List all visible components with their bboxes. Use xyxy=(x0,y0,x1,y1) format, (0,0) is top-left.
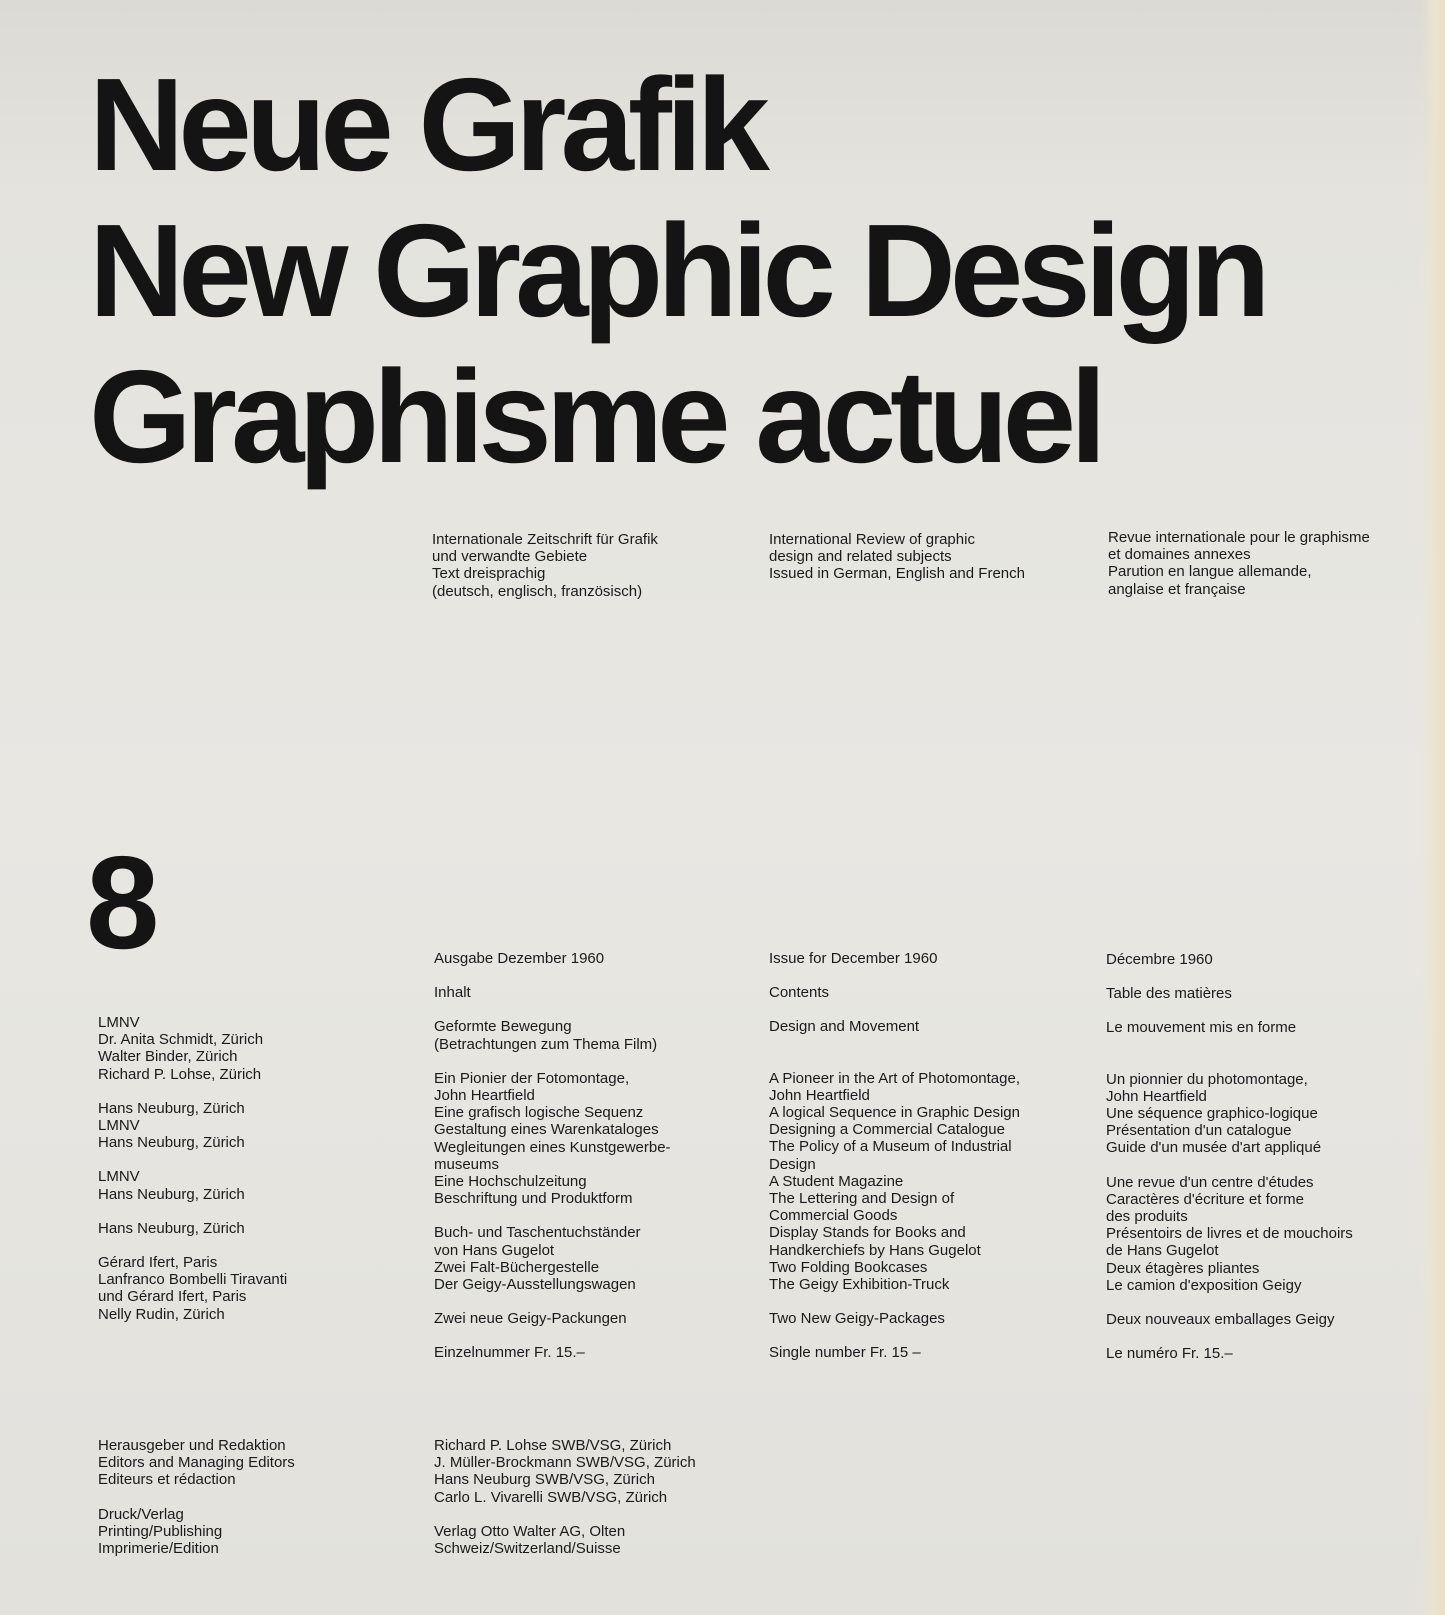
editors-label: Editors and Managing Editors xyxy=(98,1454,295,1472)
contents-item: Zwei neue Geigy-Packungen xyxy=(434,1310,627,1328)
editors-label: Herausgeber und Redaktion xyxy=(98,1437,286,1454)
contents-item: Handkerchiefs by Hans Gugelot xyxy=(769,1241,981,1259)
contents-item: Un pionnier du photomontage, xyxy=(1106,1070,1308,1088)
contents-item: Wegleitungen eines Kunstgewerbe- xyxy=(434,1138,671,1156)
contents-item: Guide d'un musée d'art appliqué xyxy=(1106,1139,1322,1157)
contents-item: The Geigy Exhibition-Truck xyxy=(769,1276,950,1294)
contents-item: Caractères d'écriture et forme xyxy=(1106,1190,1304,1208)
contents-item: Eine Hochschulzeitung xyxy=(434,1173,587,1191)
contents-item: Geformte Bewegung xyxy=(434,1018,572,1036)
intro-line: Parution en langue allemande, xyxy=(1108,563,1312,581)
editor-name: J. Müller-Brockmann SWB/VSG, Zürich xyxy=(434,1454,696,1472)
footer-labels xyxy=(98,1437,295,1557)
author-line: LMNV xyxy=(98,1117,140,1135)
author-line: Walter Binder, Zürich xyxy=(98,1048,238,1066)
author-line: Hans Neuburg, Zürich xyxy=(98,1134,245,1152)
editor-name: Richard P. Lohse SWB/VSG, Zürich xyxy=(434,1437,672,1454)
author-line: Gérard Ifert, Paris xyxy=(98,1254,218,1272)
contents-item: Two New Geigy-Packages xyxy=(769,1310,945,1328)
editors-label: Editeurs et rédaction xyxy=(98,1471,236,1489)
author-line: LMNV xyxy=(98,1014,140,1031)
author-line: LMNV xyxy=(98,1168,140,1186)
footer-editors xyxy=(434,1437,696,1557)
contents-item xyxy=(769,1036,1020,1053)
contents-item: Buch- und Taschentuchständer xyxy=(434,1224,641,1242)
contents-item: Der Geigy-Ausstellungswagen xyxy=(434,1276,636,1294)
contents-item: Commercial Goods xyxy=(769,1207,898,1225)
price: Einzelnummer Fr. 15.– xyxy=(434,1344,585,1362)
contents-item: museums xyxy=(434,1155,500,1173)
author-line: Nelly Rudin, Zürich xyxy=(98,1305,225,1323)
contents-item: Deux nouveaux emballages Geigy xyxy=(1106,1311,1335,1329)
price: Single number Fr. 15 – xyxy=(769,1344,921,1362)
contents-item: A Pioneer in the Art of Photomontage, xyxy=(769,1069,1021,1087)
contents-item: Deux étagères pliantes xyxy=(1106,1259,1260,1277)
contents-list xyxy=(769,1018,1020,1327)
contents-item: John Heartfield xyxy=(1106,1087,1207,1105)
price: Le numéro Fr. 15.– xyxy=(1106,1345,1233,1363)
intro-line: und verwandte Gebiete xyxy=(432,548,588,566)
issue-number: 8 xyxy=(86,829,156,976)
masthead xyxy=(89,52,1265,490)
publisher: Schweiz/Switzerland/Suisse xyxy=(434,1540,621,1558)
masthead-title-en: New Graphic Design xyxy=(89,197,1265,344)
contents-heading: Contents xyxy=(769,984,830,1002)
contents-item: de Hans Gugelot xyxy=(1106,1242,1219,1260)
contents-item xyxy=(769,1293,1020,1310)
masthead-title-de: Neue Grafik xyxy=(89,51,764,198)
publisher: Verlag Otto Walter AG, Olten xyxy=(434,1522,626,1540)
contents-item: A Student Magazine xyxy=(769,1172,904,1190)
contents-item: Ein Pionier der Fotomontage, xyxy=(434,1069,630,1087)
author-line: Lanfranco Bombelli Tiravanti xyxy=(98,1271,288,1289)
intro-line: International Review of graphic xyxy=(769,531,975,548)
editor-name: Carlo L. Vivarelli SWB/VSG, Zürich xyxy=(434,1488,668,1506)
contents-item: John Heartfield xyxy=(434,1087,535,1105)
author-line: Dr. Anita Schmidt, Zürich xyxy=(98,1031,264,1049)
contents-item: A logical Sequence in Graphic Design xyxy=(769,1104,1020,1122)
intro-line: anglaise et française xyxy=(1108,580,1246,598)
contents-list xyxy=(434,1018,671,1327)
contents-fr xyxy=(1106,951,1353,1362)
contents-item: The Lettering and Design of xyxy=(769,1190,955,1208)
contents-item xyxy=(434,1293,671,1310)
author-line xyxy=(98,1203,287,1220)
contents-item: Une revue d'un centre d'études xyxy=(1106,1173,1314,1191)
intro-line: (deutsch, englisch, französisch) xyxy=(432,582,643,600)
contents-heading: Inhalt xyxy=(434,984,471,1002)
intro-line: et domaines annexes xyxy=(1108,546,1251,564)
contents-item xyxy=(434,1053,671,1070)
contents-item: Beschriftung und Produktform xyxy=(434,1190,633,1208)
author-line: und Gérard Ifert, Paris xyxy=(98,1288,247,1306)
contents-de xyxy=(434,950,671,1362)
intro-line: Text dreisprachig xyxy=(432,565,546,583)
contents-item: John Heartfield xyxy=(769,1086,870,1104)
contents-item: des produits xyxy=(1106,1208,1188,1226)
contents-en xyxy=(769,950,1020,1362)
contents-item: Eine grafisch logische Sequenz xyxy=(434,1104,644,1122)
issue-date: Ausgabe Dezember 1960 xyxy=(434,950,605,967)
contents-item: Gestaltung eines Warenkataloges xyxy=(434,1121,659,1139)
editor-name: Hans Neuburg SWB/VSG, Zürich xyxy=(434,1471,655,1489)
contents-item xyxy=(434,1207,671,1224)
masthead-title-fr: Graphisme actuel xyxy=(89,343,1101,490)
contents-item: Une séquence graphico-logique xyxy=(1106,1105,1318,1123)
intro-en xyxy=(769,531,1025,583)
contents-item: Design and Movement xyxy=(769,1018,920,1036)
print-label: Imprimerie/Edition xyxy=(98,1540,219,1558)
print-label: Printing/Publishing xyxy=(98,1522,223,1540)
author-line: Hans Neuburg, Zürich xyxy=(98,1099,245,1117)
author-line xyxy=(98,1151,287,1168)
contents-item: Zwei Falt-Büchergestelle xyxy=(434,1258,600,1276)
author-line: Hans Neuburg, Zürich xyxy=(98,1185,245,1203)
contents-list xyxy=(1106,1019,1353,1328)
contents-item: Le camion d'exposition Geigy xyxy=(1106,1276,1302,1294)
print-label: Druck/Verlag xyxy=(98,1505,184,1523)
author-line xyxy=(98,1083,287,1100)
page-edge xyxy=(1421,0,1445,1615)
intro-line: Revue internationale pour le graphisme xyxy=(1108,529,1370,546)
contents-item xyxy=(1106,1037,1353,1054)
contents-item xyxy=(1106,1157,1353,1174)
author-line: Richard P. Lohse, Zürich xyxy=(98,1065,262,1083)
contents-item xyxy=(1106,1054,1353,1071)
issue-date: Issue for December 1960 xyxy=(769,950,938,967)
contents-item: von Hans Gugelot xyxy=(434,1241,555,1259)
intro-de xyxy=(432,531,658,600)
contents-item: Design xyxy=(769,1155,816,1173)
contents-heading: Table des matières xyxy=(1106,985,1232,1003)
issue-date: Décembre 1960 xyxy=(1106,951,1213,968)
intro-line: design and related subjects xyxy=(769,548,952,566)
contents-item xyxy=(769,1053,1020,1070)
contents-item: Le mouvement mis en forme xyxy=(1106,1019,1297,1037)
intro-fr xyxy=(1108,529,1370,598)
intro-line: Issued in German, English and French xyxy=(769,565,1025,583)
contents-item: Display Stands for Books and xyxy=(769,1224,966,1242)
contents-item: Two Folding Bookcases xyxy=(769,1258,928,1276)
author-line xyxy=(98,1237,287,1254)
intro-line: Internationale Zeitschrift für Grafik xyxy=(432,531,658,548)
authors-column xyxy=(98,1014,287,1323)
contents-item xyxy=(1106,1294,1353,1311)
author-line: Hans Neuburg, Zürich xyxy=(98,1219,245,1237)
contents-item: Présentoirs de livres et de mouchoirs xyxy=(1106,1225,1353,1243)
contents-item: Designing a Commercial Catalogue xyxy=(769,1121,1005,1139)
contents-item: The Policy of a Museum of Industrial xyxy=(769,1138,1012,1156)
contents-item: Présentation d'un catalogue xyxy=(1106,1122,1292,1140)
contents-item: (Betrachtungen zum Thema Film) xyxy=(434,1035,658,1053)
